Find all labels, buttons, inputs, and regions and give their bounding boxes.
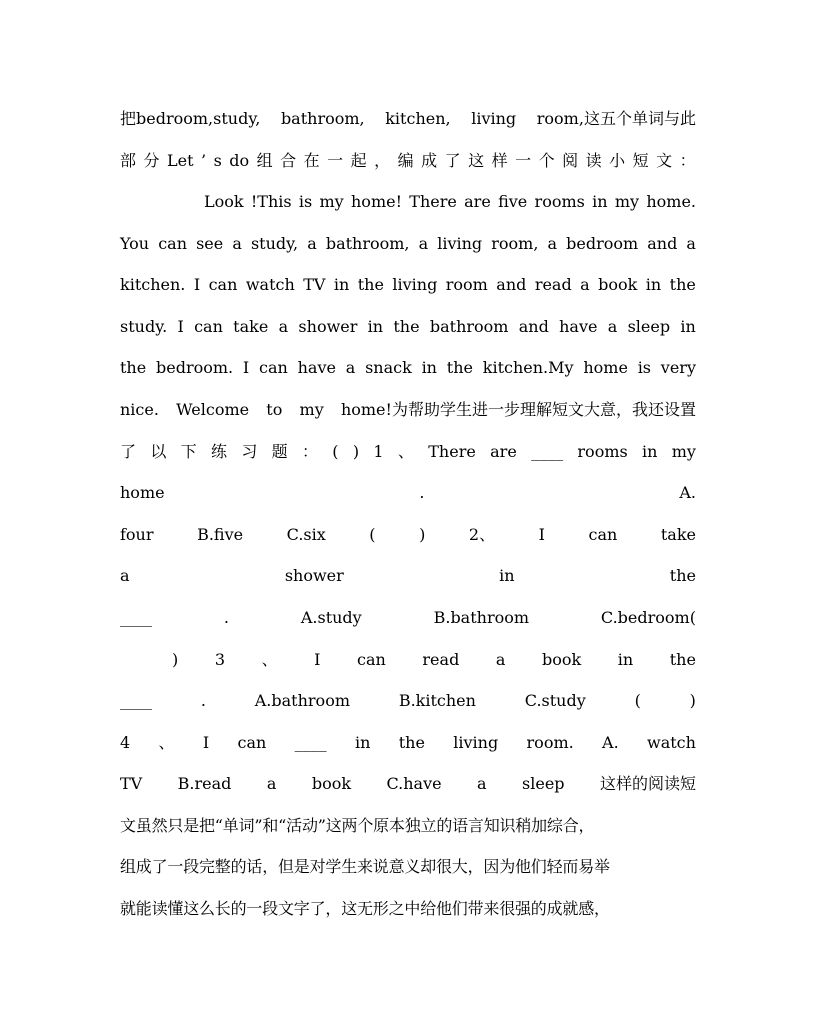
text-segment: 这 [468, 151, 485, 170]
text-segment: can [194, 317, 223, 336]
text-segment: do [229, 151, 250, 170]
text-segment: my [671, 442, 696, 461]
text-segment: a [120, 566, 130, 585]
text-segment: take [660, 525, 696, 544]
text-line [120, 690, 696, 712]
text-line [120, 898, 696, 920]
text-segment: C.study [524, 691, 586, 710]
text-segment: 、 [397, 442, 414, 461]
text-segment: I [177, 317, 184, 336]
text-segment: room [445, 275, 488, 294]
text-segment: home. [646, 192, 696, 211]
text-segment: bedroom [566, 234, 639, 253]
text-segment: a [232, 234, 242, 253]
text-segment: take [233, 317, 269, 336]
text-segment: ： [301, 442, 318, 461]
text-segment: Welcome [176, 400, 250, 419]
text-segment: 部 [120, 151, 137, 170]
text-segment: watch [647, 733, 696, 752]
text-line [120, 399, 696, 421]
text-segment: in [592, 192, 608, 211]
text-line [120, 773, 696, 795]
text-segment: ____ [120, 691, 152, 710]
text-segment: 习 [241, 442, 258, 461]
text-segment: 样 [491, 151, 508, 170]
text-segment: see [196, 234, 224, 253]
text-line [120, 357, 696, 379]
text-segment: There [428, 442, 476, 461]
text-segment: I [202, 733, 210, 752]
text-segment: a [686, 234, 696, 253]
text-segment: in [333, 275, 350, 294]
text-segment: ____ [531, 442, 564, 461]
text-line [120, 732, 696, 754]
text-segment: the [393, 317, 420, 336]
text-segment: five [498, 192, 528, 211]
text-segment: can [158, 234, 187, 253]
text-segment: bathroom, [325, 234, 410, 253]
text-segment: to [266, 400, 283, 419]
text-segment: four [120, 525, 154, 544]
text-segment: my [614, 192, 640, 211]
text-segment: study, [250, 234, 299, 253]
text-segment: 一 [515, 151, 532, 170]
text-segment: the [446, 358, 473, 377]
text-segment: and [496, 275, 527, 294]
text-segment: read [534, 275, 572, 294]
text-segment: ____ [120, 608, 152, 627]
text-segment: ) [352, 442, 360, 461]
text-segment: C.six [286, 525, 326, 544]
text-segment: ’ [201, 151, 207, 170]
text-segment: ) [689, 691, 696, 710]
text-line [120, 815, 696, 837]
text-segment: 组 [256, 151, 273, 170]
text-segment: ( [369, 525, 376, 544]
text-segment: 分 [143, 151, 160, 170]
text-segment: 以 [150, 442, 167, 461]
text-segment: can [259, 358, 288, 377]
text-segment: 短 [632, 151, 649, 170]
text-segment: watch [245, 275, 295, 294]
text-segment: nice. [120, 400, 159, 419]
text-segment: can [237, 733, 267, 752]
text-segment: !This [250, 192, 292, 211]
text-line [120, 565, 696, 587]
text-segment: C.bedroom( [600, 608, 696, 627]
text-line [204, 191, 696, 213]
text-segment: 起 [350, 151, 367, 170]
text-segment: 个 [538, 151, 555, 170]
text-segment: 、 [261, 650, 278, 669]
text-segment: book [598, 275, 638, 294]
text-segment: You [120, 234, 150, 253]
text-segment: 就能读懂这么长的一段文字了，这无形之中给他们带来很强的成就感， [120, 899, 610, 918]
text-segment: can [208, 275, 238, 294]
text-segment: ) [172, 650, 179, 669]
text-segment: book [311, 774, 352, 793]
text-segment: in [617, 650, 634, 669]
text-segment: 组成了一段完整的话，但是对学生来说意义却很大，因为他们轻而易举 [120, 857, 610, 876]
text-segment: a [418, 234, 429, 253]
text-segment: in [680, 317, 696, 336]
text-segment: in [354, 733, 371, 752]
text-line [120, 482, 696, 504]
text-segment: kitchen, [385, 109, 451, 128]
text-line [120, 607, 696, 629]
text-segment: A. [602, 733, 619, 752]
text-line [120, 524, 696, 546]
text-segment: sleep [522, 774, 565, 793]
text-segment: shower [298, 317, 358, 336]
text-segment: a [307, 234, 317, 253]
text-segment: can [588, 525, 618, 544]
text-segment: room, [491, 234, 539, 253]
text-segment: . [223, 608, 229, 627]
text-segment: 文虽然只是把“单词”和“活动”这两个原本独立的语言知识稍加综合， [120, 816, 595, 835]
text-segment: the [357, 275, 384, 294]
text-segment: B.read [177, 774, 232, 793]
text-segment: a [547, 234, 558, 253]
text-segment: ： [679, 151, 696, 170]
text-segment: a [266, 774, 277, 793]
text-segment: very [660, 358, 696, 377]
text-segment: the [669, 650, 696, 669]
text-segment: B.kitchen [398, 691, 476, 710]
text-segment: 读 [585, 151, 602, 170]
text-segment: is [298, 192, 313, 211]
text-segment: ( [332, 442, 339, 461]
text-segment: a [278, 317, 289, 336]
text-segment: and [518, 317, 549, 336]
text-segment: s [213, 151, 222, 170]
text-line [120, 274, 696, 296]
text-segment: living [471, 109, 517, 128]
text-segment: living [453, 733, 499, 752]
text-segment: 下 [180, 442, 197, 461]
text-segment: book [541, 650, 582, 669]
text-segment: are [490, 442, 517, 461]
text-segment: the [669, 275, 696, 294]
text-segment: home! [351, 192, 403, 211]
text-segment: home [583, 358, 628, 377]
text-segment: in [499, 566, 515, 585]
text-segment: 在 [303, 151, 320, 170]
text-segment: Look [204, 192, 244, 211]
text-segment: 练 [210, 442, 227, 461]
text-segment: 题 [271, 442, 288, 461]
text-segment: ( [634, 691, 641, 710]
text-segment: 合 [280, 151, 297, 170]
text-segment: the [120, 358, 147, 377]
text-segment: bedroom. [155, 358, 234, 377]
text-segment: bathroom, [280, 109, 365, 128]
text-segment: have [297, 358, 336, 377]
text-segment: and [647, 234, 678, 253]
text-line [120, 150, 696, 172]
text-line [120, 856, 696, 878]
text-segment: B.five [197, 525, 244, 544]
text-segment: . [200, 691, 206, 710]
text-segment: home [120, 483, 165, 502]
text-line [120, 233, 696, 255]
text-segment: ) [419, 525, 426, 544]
text-line [120, 108, 696, 130]
text-segment: living [437, 234, 483, 253]
text-segment: There [409, 192, 457, 211]
text-segment: 这样的阅读短 [599, 774, 696, 793]
text-segment: room,这五个单词与此 [536, 109, 696, 128]
text-segment: 把bedroom,study, [120, 109, 261, 128]
text-segment: I [242, 358, 250, 377]
text-segment: 了 [120, 442, 137, 461]
text-segment: I [193, 275, 201, 294]
text-segment: a [495, 650, 506, 669]
text-segment: 、 [158, 733, 175, 752]
text-segment: TV [303, 275, 326, 294]
text-segment: 小 [609, 151, 626, 170]
text-segment: my [319, 192, 344, 211]
text-segment: 阅 [562, 151, 579, 170]
text-segment: ____ [294, 733, 327, 752]
text-segment: B.bathroom [433, 608, 530, 627]
text-segment: study. [120, 317, 168, 336]
text-segment: bathroom [429, 317, 509, 336]
text-segment: home!为帮助学生进一步理解短文大意，我还设置 [340, 400, 696, 419]
text-line [120, 441, 696, 463]
text-segment: in [421, 358, 437, 377]
text-segment: is [637, 358, 652, 377]
text-segment: are [464, 192, 491, 211]
text-segment: shower [284, 566, 344, 585]
text-segment: a [607, 317, 618, 336]
text-segment: 一 [327, 151, 344, 170]
text-segment: in [367, 317, 384, 336]
text-segment: 文 [656, 151, 673, 170]
text-segment: the [669, 566, 696, 585]
text-segment: kitchen.My [482, 358, 574, 377]
text-segment: A.study [300, 608, 362, 627]
text-segment: 3 [214, 650, 225, 669]
text-segment: . [419, 483, 425, 502]
text-segment: A.bathroom [254, 691, 350, 710]
text-segment: I [538, 525, 545, 544]
text-segment: A. [679, 483, 696, 502]
text-line [172, 649, 696, 671]
text-segment: a [580, 275, 590, 294]
text-segment: 4 [120, 733, 131, 752]
text-segment: in [642, 442, 658, 461]
text-segment: I [314, 650, 321, 669]
text-segment: my [299, 400, 324, 419]
text-segment: Let [167, 151, 194, 170]
text-segment: 2、 [468, 525, 496, 544]
text-segment: a [477, 774, 487, 793]
text-segment: 编 [397, 151, 414, 170]
text-segment: kitchen. [120, 275, 186, 294]
text-segment: the [398, 733, 425, 752]
text-segment: rooms [577, 442, 628, 461]
text-segment: ， [374, 151, 391, 170]
text-segment: sleep [627, 317, 671, 336]
text-segment: living [392, 275, 438, 294]
text-segment: a [345, 358, 356, 377]
text-segment: rooms [534, 192, 585, 211]
text-segment: 了 [444, 151, 461, 170]
text-segment: room. [526, 733, 574, 752]
text-segment: have [559, 317, 598, 336]
text-segment: in [645, 275, 662, 294]
text-line [120, 316, 696, 338]
text-segment: C.have [386, 774, 442, 793]
text-segment: snack [365, 358, 412, 377]
text-segment: 1 [373, 442, 384, 461]
text-segment: read [422, 650, 460, 669]
text-segment: TV [120, 774, 143, 793]
text-segment: 成 [421, 151, 438, 170]
text-segment: can [357, 650, 386, 669]
